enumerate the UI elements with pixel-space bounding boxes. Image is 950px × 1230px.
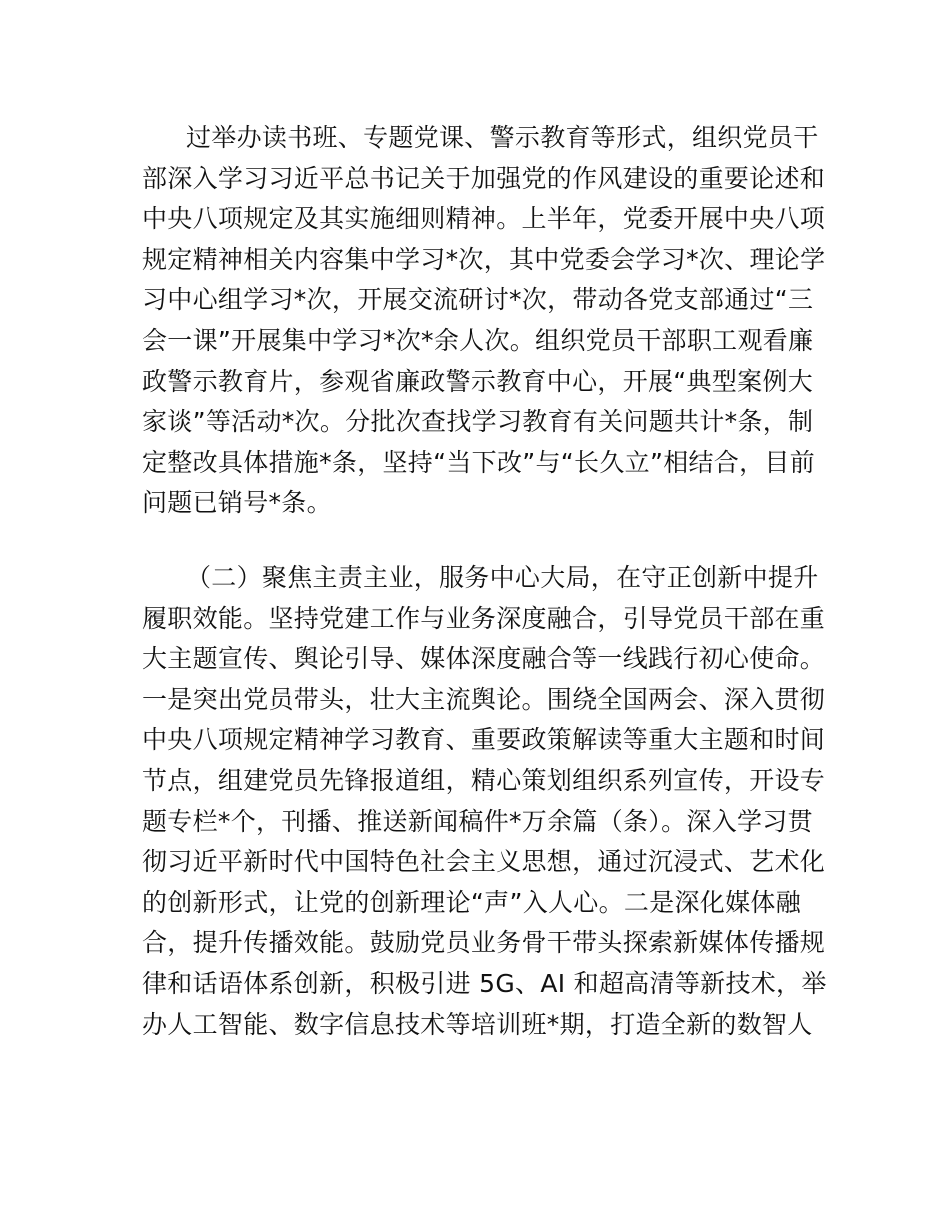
paragraph-2 [142, 558, 827, 1045]
text-line: 律和话语体系创新，积极引进 5G、AI 和超高清等新技术，举 [142, 968, 827, 998]
text-line: 履职效能。坚持党建工作与业务深度融合，引导党员干部在重 [142, 603, 826, 633]
text-line: 大主题宣传、舆论引导、媒体深度融合等一线践行初心使命。 [142, 644, 826, 674]
section-heading-line: （二）聚焦主责主业，服务中心大局，在守正创新中提升 [186, 563, 819, 592]
text-line: 政警示教育片，参观省廉政警示教育中心，开展“典型案例大 [142, 366, 814, 396]
text-line: 办人工智能、数字信息技术等培训班*期，打造全新的数智人 [142, 1009, 813, 1039]
text-line: 规定精神相关内容集中学习*次，其中党委会学习*次、理论学 [142, 244, 826, 274]
text-line: 题专栏*个，刊播、推送新闻稿件*万余篇（条）。深入学习贯 [142, 806, 813, 836]
text-line: 中央八项规定精神学习教育、重要政策解读等重大主题和时间 [142, 725, 826, 755]
text-line: 中央八项规定及其实施细则精神。上半年，党委开展中央八项 [142, 204, 826, 234]
text-line: 家谈”等活动*次。分批次查找学习教育有关问题共计*条，制 [142, 407, 814, 437]
text-line: 的创新形式，让党的创新理论“声”入人心。二是深化媒体融 [142, 887, 802, 917]
paragraph-1 [142, 118, 826, 524]
text-line: 习中心组学习*次，开展交流研讨*次，带动各党支部通过“三 [142, 285, 814, 315]
text-line: 部深入学习习近平总书记关于加强党的作风建设的重要论述和 [142, 163, 826, 193]
text-line: 过举办读书班、专题党课、警示教育等形式，组织党员干 [186, 123, 819, 152]
text-line: 合，提升传播效能。鼓励党员业务骨干带头探索新媒体传播规 [142, 928, 826, 958]
text-line: 会一课”开展集中学习*次*余人次。组织党员干部职工观看廉 [142, 325, 814, 355]
text-line: 节点，组建党员先锋报道组，精心策划组织系列宣传，开设专 [142, 765, 826, 795]
text-line: 问题已销号*条。 [142, 488, 332, 518]
text-line: 彻习近平新时代中国特色社会主义思想，通过沉浸式、艺术化 [142, 847, 826, 877]
text-line: 定整改具体措施*条，坚持“当下改”与“长久立”相结合，目前 [142, 447, 816, 477]
text-line: 一是突出党员带头，壮大主流舆论。围绕全国两会、深入贯彻 [142, 684, 826, 714]
